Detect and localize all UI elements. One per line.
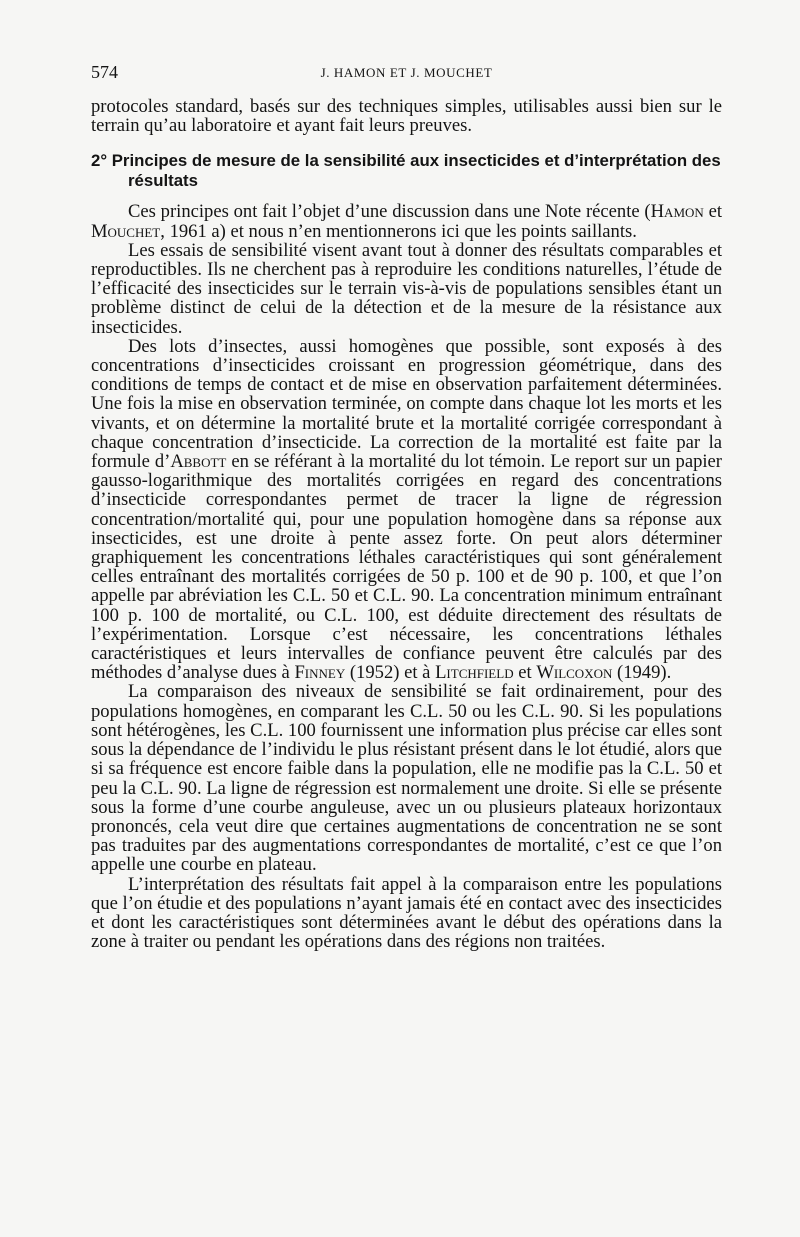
section-number: 2°: [91, 151, 108, 171]
paragraph-essais: Les essais de sensibilité visent avant tout à donner des résultats comparables et reproductibles. Ils ne cherchent pas à reproduire les conditions naturelles, l’étude de l’efficacité des insecticides sur le terrain vis-à-vis de populations sensibles étant un problème distinct de celui de la détection et de la mesure de la résistance aux insecticides.: [91, 239, 722, 338]
paragraph-interpretation: L’interprétation des résultats fait appel à la comparaison entre les populations que l’on étudie et des populations n’ayant jamais été en contact avec des insecticides et dont les caractéristiques sont déterminées avant le début des opérations dans la zone à traiter ou pendant les opérations dans des régions non traitées.: [91, 873, 722, 953]
running-title: J. HAMON ET J. MOUCHET: [320, 65, 493, 80]
author-citation: Wilcoxon: [536, 662, 613, 684]
author-citation: Litchfield: [435, 662, 514, 684]
paragraph-comparaison: La comparaison des niveaux de sensibilité se fait ordinairement, pour des populations homogènes, en comparant les C.L. 50 ou les C.L. 90. Si les populations sont hétérogènes, les C.L. 100 fournissent une information plus précise car elles sont sous la dépendance de l’individu le plus résistant présent dans le lot étudié, alors que si sa fréquence est encore faible dans la population, elle ne modifie pas la C.L. 50 et peu la C.L. 90. La ligne de régression est normalement une droite. Si elle se présente sous la forme d’une courbe anguleuse, avec un ou plusieurs plateaux horizontaux prononcés, cela veut dire que certaines augmentations de concentration ne se sont pas traduites par des augmentations correspondantes de mortalité, c’est ce que l’on appelle une courbe en plateau.: [91, 681, 722, 876]
continued-paragraph: protocoles standard, basés sur des techniques simples, utilisables aussi bien sur le terrain qu’au laboratoire et ayant fait leurs preuves.: [91, 96, 722, 137]
author-citation: Hamon: [650, 201, 704, 223]
section-title: Principes de mesure de la sensibilité aux insecticides et d’interprétation des résultats: [111, 151, 721, 191]
running-head: [91, 62, 722, 88]
page-number: 574: [91, 62, 118, 82]
paragraph-lots-insectes: Des lots d’insectes, aussi homogènes que possible, sont exposés à des concentrations d’insecticides croissant en progression géométrique, dans des conditions de temps de contact et de mise en observation parfaitement déterminées. Une fois la mise en observation terminée, on compte dans chaque lot les morts et les vivants, et on détermine la mortalité brute et la mortalité corrigée correspondant à chaque concentration d’insecticide. La correction de la mortalité est faite par la formule d’Abbott en se référant à la mortalité du lot témoin. Le report sur un papier gausso-logarithmique des mortalités corrigées en regard des concentrations d’insecticide correspondantes permet de tracer la ligne de régression concentration/mortalité qui, pour une population homogène dans sa réponse aux insecticides, est une droite à pente assez forte. On peut alors déterminer graphiquement les concentrations léthales caractéristiques qui sont généralement celles entraînant des mortalités corrigées de 50 p. 100 et de 90 p. 100, et que l’on appelle par abréviation les C.L. 50 et C.L. 90. La concentration minimum entraînant 100 p. 100 de mortalité, ou C.L. 100, est déduite directement des résultats de l’expérimentation. Lorsque c’est nécessaire, les concentrations léthales caractéristiques et leurs intervalles de confiance peuvent être calculés par des méthodes d’analyse dues à Finney (1952) et à Litchfield et Wilcoxon (1949).: [91, 335, 722, 684]
author-citation: Abbott: [170, 451, 227, 473]
book-page: [91, 62, 722, 951]
paragraph-principes: Ces principes ont fait l’objet d’une discussion dans une Note récente (Hamon et Mouchet, 1961 a) et nous n’en mentionnerons ici que les points saillants.: [91, 201, 722, 242]
author-citation: Finney: [294, 662, 346, 684]
section-heading: [91, 151, 722, 191]
author-citation: Mouchet: [91, 220, 161, 242]
